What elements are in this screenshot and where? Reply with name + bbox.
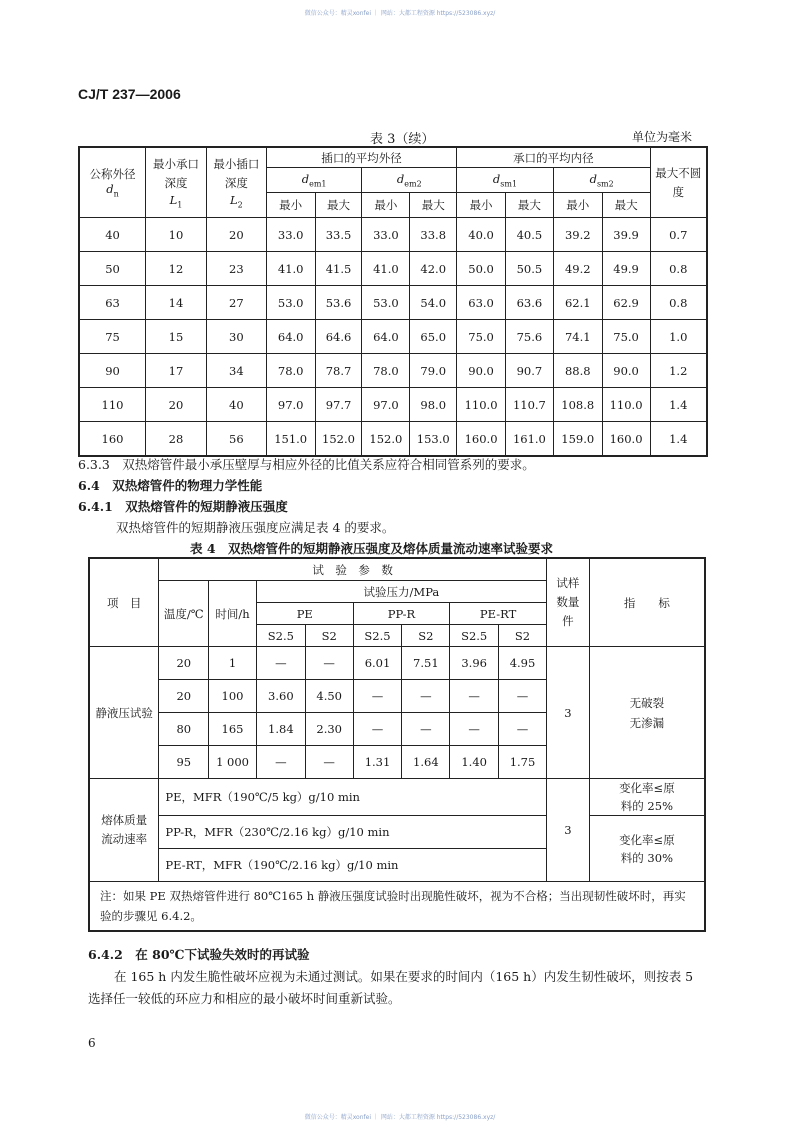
- min-header: 最小: [457, 193, 506, 218]
- table3-cell: 75.6: [505, 320, 553, 354]
- test-params-header: 试 验 参 数: [159, 558, 547, 581]
- min-socket-depth-header: [146, 147, 207, 218]
- dem1-symbol: d: [301, 171, 310, 186]
- mfr-row: PP-R，MFR（230℃/2.16 kg）g/10 min: [159, 816, 547, 849]
- table3-cell: 40.5: [505, 218, 553, 252]
- table3-cell: 79.0: [410, 354, 457, 388]
- table4-caption: 表 4 双热熔管件的短期静液压强度及熔体质量流动速率试验要求: [190, 541, 554, 556]
- l1-sub: 1: [177, 200, 183, 210]
- table3-cell: 14: [146, 286, 207, 320]
- table3-cell: 39.9: [602, 218, 650, 252]
- table3-cell: 40.0: [457, 218, 506, 252]
- pressure-header: 试验压力/MPa: [256, 581, 546, 603]
- standard-number: CJ/T 237—2006: [78, 86, 181, 102]
- clause-6-4-2-text: 在 165 h 内发生脆性破坏应视为未通过测试。如果在要求的时间内（165 h）内发生韧性破坏，则按表 5 选择任一较低的环应力和相应的最小破坏时间重新试验。: [88, 969, 694, 1006]
- l2-symbol: L: [229, 193, 238, 208]
- table3-cell: 30: [206, 320, 266, 354]
- table3-cell: 50.5: [505, 252, 553, 286]
- hydro-cell: 95: [159, 746, 209, 779]
- table3-cell: 78.0: [266, 354, 315, 388]
- pe-header: PE: [256, 603, 353, 625]
- table3-cell: 33.5: [315, 218, 362, 252]
- table3-cell: 90.7: [505, 354, 553, 388]
- s2-header: S2: [499, 625, 547, 647]
- table3-cell: 108.8: [553, 388, 602, 422]
- table3-cell: 20: [206, 218, 266, 252]
- table3-cell: 50.0: [457, 252, 506, 286]
- mfr-count: 3: [546, 779, 589, 882]
- dem2-sub: em2: [404, 179, 422, 189]
- mfr-indicator-b-text: 变化率≤原料的 30%: [619, 832, 675, 865]
- temp-header: 温度/℃: [159, 581, 209, 647]
- table3-row: [79, 218, 707, 252]
- table3-cell: 63.0: [457, 286, 506, 320]
- table3-row: [79, 286, 707, 320]
- table3-cell: 90: [79, 354, 146, 388]
- hydro-cell: 1.84: [256, 713, 305, 746]
- max-header: 最大: [410, 193, 457, 218]
- table3-cell: 1.2: [650, 354, 707, 388]
- table3-cell: 50: [79, 252, 146, 286]
- table3-cell: 153.0: [410, 422, 457, 457]
- min-insert-depth-header: [206, 147, 266, 218]
- table3-cell: 159.0: [553, 422, 602, 457]
- table3-cell: 20: [146, 388, 207, 422]
- hydro-cell: 7.51: [402, 647, 450, 680]
- dn-sub: n: [113, 189, 119, 199]
- hydro-indicator-line: 无破裂: [629, 695, 665, 710]
- mfr-indicator-a-text: 变化率≤原料的 25%: [619, 781, 675, 813]
- hydro-cell: 3.96: [450, 647, 499, 680]
- table3-cell: 28: [146, 422, 207, 457]
- table3-cell: 90.0: [457, 354, 506, 388]
- watermark-bottom: 微信公众号：精灵xonfei ｜ 网站：大都工程资源 https://523086.xyz/: [304, 1114, 496, 1121]
- max-out-of-round-header: [650, 147, 707, 218]
- table3-cell: 10: [146, 218, 207, 252]
- table3-cell: 90.0: [602, 354, 650, 388]
- mfr-indicator-a: [589, 779, 705, 816]
- table3-cell: 110: [79, 388, 146, 422]
- hydro-cell: —: [499, 680, 547, 713]
- table3: [78, 146, 708, 457]
- table3-cell: 17: [146, 354, 207, 388]
- table3-cell: 41.0: [266, 252, 315, 286]
- table3-cell: 41.0: [362, 252, 410, 286]
- mfr-label-text: 熔体质量流动速率: [101, 813, 148, 846]
- table3-unit: 单位为毫米: [632, 130, 693, 144]
- hydro-cell: 3.60: [256, 680, 305, 713]
- table3-cell: 53.0: [266, 286, 315, 320]
- hydro-cell: 1.40: [450, 746, 499, 779]
- page-number: 6: [88, 1036, 96, 1050]
- spigot-mean-od-header: 插口的平均外径: [266, 147, 456, 168]
- table3-cell: 97.0: [362, 388, 410, 422]
- table3-cell: 160.0: [457, 422, 506, 457]
- table3-cell: 39.2: [553, 218, 602, 252]
- table3-cell: 75.0: [457, 320, 506, 354]
- table3-cell: 64.6: [315, 320, 362, 354]
- min-socket-depth-label: 最小承口深度: [152, 157, 199, 191]
- heading-6-4-2: 6.4.2 在 80℃下试验失效时的再试验: [88, 947, 310, 962]
- table3-cell: 1.0: [650, 320, 707, 354]
- table3-cell: 63: [79, 286, 146, 320]
- s2-header: S2: [402, 625, 450, 647]
- l1-symbol: L: [169, 193, 178, 208]
- hydro-cell: —: [450, 713, 499, 746]
- table3-cell: 64.0: [362, 320, 410, 354]
- hydro-cell: 4.50: [305, 680, 353, 713]
- table4: [88, 557, 706, 932]
- hydro-cell: —: [402, 713, 450, 746]
- dn-symbol: d: [106, 182, 114, 197]
- hydro-cell: —: [256, 647, 305, 680]
- l2-sub: 2: [237, 200, 243, 210]
- hydro-indicator-line: 无渗漏: [629, 715, 665, 730]
- table3-cell: 1.4: [650, 388, 707, 422]
- dem1-sub: em1: [309, 179, 327, 189]
- table3-cell: 49.2: [553, 252, 602, 286]
- table3-cell: 41.5: [315, 252, 362, 286]
- hydro-cell: —: [499, 713, 547, 746]
- table3-row: [79, 252, 707, 286]
- dsm1-header: [457, 168, 554, 193]
- table3-cell: 23: [206, 252, 266, 286]
- table3-cell: 62.9: [602, 286, 650, 320]
- hydro-cell: 100: [209, 680, 257, 713]
- table3-cell: 54.0: [410, 286, 457, 320]
- sample-count-header: [546, 558, 589, 647]
- hydro-cell: 1 000: [209, 746, 257, 779]
- table3-cell: 63.6: [505, 286, 553, 320]
- hydro-cell: 1: [209, 647, 257, 680]
- hydro-cell: 4.95: [499, 647, 547, 680]
- s2-header: S2: [305, 625, 353, 647]
- hydro-cell: —: [353, 680, 402, 713]
- pert-header: PE-RT: [450, 603, 547, 625]
- table3-cell: 0.7: [650, 218, 707, 252]
- hydro-cell: —: [305, 647, 353, 680]
- hydro-label: 静液压试验: [89, 647, 159, 779]
- table3-caption: 表 3（续）: [370, 132, 435, 147]
- table3-cell: 1.4: [650, 422, 707, 457]
- table3-cell: 0.8: [650, 252, 707, 286]
- table3-cell: 15: [146, 320, 207, 354]
- hydro-cell: 20: [159, 680, 209, 713]
- mfr-indicator-b: [589, 816, 705, 882]
- hydro-cell: 6.01: [353, 647, 402, 680]
- dsm2-symbol: d: [589, 171, 597, 186]
- min-header: 最小: [362, 193, 410, 218]
- table3-cell: 152.0: [362, 422, 410, 457]
- hydro-cell: —: [402, 680, 450, 713]
- hydro-cell: 1.75: [499, 746, 547, 779]
- mfr-label: [89, 779, 159, 882]
- table3-cell: 27: [206, 286, 266, 320]
- table3-cell: 75.0: [602, 320, 650, 354]
- table3-cell: 75: [79, 320, 146, 354]
- item-header: 项 目: [89, 558, 159, 647]
- clause-6-3-3: 6.3.3 双热熔管件最小承压壁厚与相应外径的比值关系应符合相同管系列的要求。: [78, 457, 535, 472]
- hydro-cell: 165: [209, 713, 257, 746]
- hydro-row: [89, 647, 705, 680]
- dsm2-header: [553, 168, 650, 193]
- table3-cell: 40: [206, 388, 266, 422]
- table3-cell: 40: [79, 218, 146, 252]
- table3-cell: 49.9: [602, 252, 650, 286]
- max-header: 最大: [315, 193, 362, 218]
- table3-cell: 161.0: [505, 422, 553, 457]
- table3-cell: 88.8: [553, 354, 602, 388]
- table3-cell: 12: [146, 252, 207, 286]
- hydro-cell: 20: [159, 647, 209, 680]
- table3-cell: 97.0: [266, 388, 315, 422]
- table3-cell: 98.0: [410, 388, 457, 422]
- watermark-top: 微信公众号：精灵xonfei ｜ 网站：大都工程资源 https://523086.xyz/: [304, 10, 496, 17]
- table3-cell: 110.0: [457, 388, 506, 422]
- table3-cell: 97.7: [315, 388, 362, 422]
- table3-row: [79, 422, 707, 457]
- table4-note: 注：如果 PE 双热熔管件进行 80℃165 h 静液压强度试验时出现脆性破坏，视为不合格；当出现韧性破坏时，再实验的步骤见 6.4.2。: [89, 882, 705, 932]
- ppr-header: PP-R: [353, 603, 450, 625]
- clause-6-4-1-text: 双热熔管件的短期静液压强度应满足表 4 的要求。: [116, 520, 395, 535]
- s25-header: S2.5: [256, 625, 305, 647]
- table3-cell: 78.0: [362, 354, 410, 388]
- max-header: 最大: [602, 193, 650, 218]
- socket-mean-id-header: 承口的平均内径: [457, 147, 650, 168]
- mfr-row: PE，MFR（190℃/5 kg）g/10 min: [159, 779, 547, 816]
- table3-cell: 33.0: [266, 218, 315, 252]
- table3-cell: 34: [206, 354, 266, 388]
- dem1-header: [266, 168, 362, 193]
- indicator-header: 指 标: [589, 558, 705, 647]
- table3-row: [79, 320, 707, 354]
- dsm2-sub: sm2: [596, 179, 614, 189]
- heading-6-4-1: 6.4.1 双热熔管件的短期静液压强度: [78, 499, 288, 514]
- nominal-od-label: 公称外径: [89, 167, 136, 182]
- nominal-od-header: [79, 147, 146, 218]
- table3-cell: 160.0: [602, 422, 650, 457]
- table3-cell: 65.0: [410, 320, 457, 354]
- hydro-cell: —: [256, 746, 305, 779]
- table3-cell: 42.0: [410, 252, 457, 286]
- min-insert-depth-label: 最小插口深度: [213, 157, 260, 191]
- table3-cell: 64.0: [266, 320, 315, 354]
- s25-header: S2.5: [450, 625, 499, 647]
- table3-cell: 62.1: [553, 286, 602, 320]
- max-out-of-round-label: 最大不圆度: [655, 165, 702, 199]
- table3-cell: 74.1: [553, 320, 602, 354]
- dsm1-sub: sm1: [500, 179, 518, 189]
- table3-cell: 53.0: [362, 286, 410, 320]
- table3-cell: 110.7: [505, 388, 553, 422]
- table3-cell: 152.0: [315, 422, 362, 457]
- min-header: 最小: [266, 193, 315, 218]
- time-header: 时间/h: [209, 581, 257, 647]
- table3-cell: 160: [79, 422, 146, 457]
- table3-cell: 56: [206, 422, 266, 457]
- dsm1-symbol: d: [492, 171, 501, 186]
- hydro-cell: 80: [159, 713, 209, 746]
- table3-cell: 33.8: [410, 218, 457, 252]
- hydro-cell: —: [353, 713, 402, 746]
- table3-cell: 151.0: [266, 422, 315, 457]
- hydro-indicator: [589, 647, 705, 779]
- dem2-symbol: d: [396, 171, 405, 186]
- table3-row: [79, 388, 707, 422]
- hydro-count: 3: [546, 647, 589, 779]
- table3-cell: 78.7: [315, 354, 362, 388]
- table3-cell: 53.6: [315, 286, 362, 320]
- table3-cell: 0.8: [650, 286, 707, 320]
- dem2-header: [362, 168, 457, 193]
- s25-header: S2.5: [353, 625, 402, 647]
- hydro-cell: —: [450, 680, 499, 713]
- table3-cell: 33.0: [362, 218, 410, 252]
- table3-cell: 110.0: [602, 388, 650, 422]
- sample-count-label: 试样数量件: [556, 576, 580, 628]
- mfr-row: PE-RT，MFR（190℃/2.16 kg）g/10 min: [159, 849, 547, 882]
- table3-row: [79, 354, 707, 388]
- hydro-cell: 1.64: [402, 746, 450, 779]
- heading-6-4: 6.4 双热熔管件的物理力学性能: [78, 478, 263, 493]
- max-header: 最大: [505, 193, 553, 218]
- hydro-cell: 2.30: [305, 713, 353, 746]
- hydro-cell: 1.31: [353, 746, 402, 779]
- hydro-cell: —: [305, 746, 353, 779]
- min-header: 最小: [553, 193, 602, 218]
